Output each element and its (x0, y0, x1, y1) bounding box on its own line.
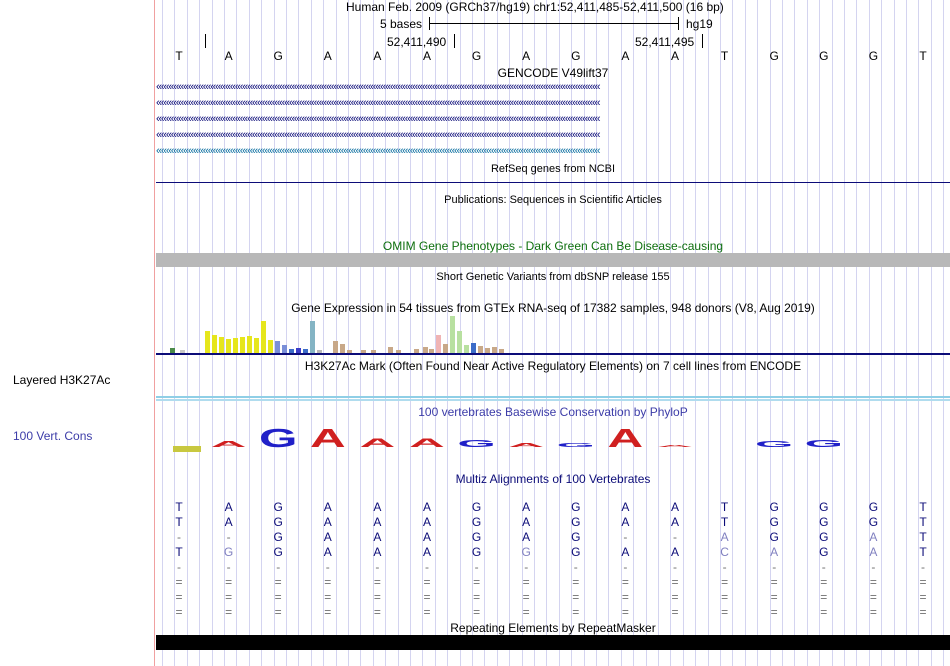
alignment-base: - (177, 560, 181, 574)
alignment-base: - (623, 560, 628, 574)
gtex-tissue-bar[interactable] (212, 335, 217, 353)
alignment-base: = (175, 590, 183, 604)
alignment-base: - (772, 560, 777, 574)
h3k27ac-title[interactable]: H3K27Ac Mark (Often Found Near Active Regulatory Elements) on 7 cell lines from ENCODE (304, 359, 802, 373)
cons-logo-letter: A (359, 436, 396, 450)
alignment-base: = (721, 575, 729, 589)
gencode-transcript-intron[interactable]: ‹‹‹‹‹‹‹‹‹‹‹‹‹‹‹‹‹‹‹‹‹‹‹‹‹‹‹‹‹‹‹‹‹‹‹‹‹‹‹‹‹‹‹‹‹‹‹‹‹‹‹‹‹‹‹‹‹‹‹‹‹‹‹‹‹‹‹‹‹‹‹‹‹‹‹‹‹‹‹‹‹‹‹‹‹‹‹‹‹‹‹‹‹‹‹‹‹‹‹‹‹‹‹‹‹‹‹‹‹‹‹‹‹‹‹‹‹‹‹‹‹‹‹‹‹‹‹‹‹‹‹‹‹‹‹‹‹‹‹‹‹‹‹‹‹‹‹‹‹‹‹‹‹‹‹‹‹‹‹‹‹‹‹‹‹‹‹‹‹‹‹‹‹‹‹‹‹‹‹‹ (156, 129, 600, 141)
gtex-expression-chart[interactable] (156, 315, 950, 357)
alignment-base: = (770, 590, 778, 604)
alignment-base: - (673, 530, 677, 544)
base-letter: G (571, 49, 581, 63)
alignment-base: T (175, 545, 183, 559)
alignment-base: = (522, 605, 530, 619)
gtex-tissue-bar[interactable] (423, 347, 428, 353)
refseq-gene-line[interactable] (156, 182, 950, 183)
gencode-transcript-intron[interactable]: ‹‹‹‹‹‹‹‹‹‹‹‹‹‹‹‹‹‹‹‹‹‹‹‹‹‹‹‹‹‹‹‹‹‹‹‹‹‹‹‹‹‹‹‹‹‹‹‹‹‹‹‹‹‹‹‹‹‹‹‹‹‹‹‹‹‹‹‹‹‹‹‹‹‹‹‹‹‹‹‹‹‹‹‹‹‹‹‹‹‹‹‹‹‹‹‹‹‹‹‹‹‹‹‹‹‹‹‹‹‹‹‹‹‹‹‹‹‹‹‹‹‹‹‹‹‹‹‹‹‹‹‹‹‹‹‹‹‹‹‹‹‹‹‹‹‹‹‹‹‹‹‹‹‹‹‹‹‹‹‹‹‹‹‹‹‹‹‹‹‹‹‹‹‹‹‹‹‹‹‹ (156, 113, 600, 125)
alignment-base: A (373, 500, 382, 514)
base-letter: T (720, 49, 729, 63)
alignment-base: = (324, 590, 332, 604)
alignment-base: G (471, 500, 482, 514)
alignment-base: = (721, 590, 729, 604)
gtex-tissue-bar[interactable] (205, 331, 210, 353)
alignment-base: = (324, 605, 332, 619)
h3k27ac-signal-line-2[interactable] (156, 399, 950, 401)
alignment-base: T (720, 515, 729, 529)
h3k27ac-label[interactable]: Layered H3K27Ac (13, 373, 111, 387)
alignment-base: T (919, 545, 927, 559)
ruler-pos-2: 52,411,495 (635, 35, 695, 49)
alignment-base: A (373, 545, 382, 559)
alignment-base: A (522, 500, 531, 514)
gtex-tissue-bar[interactable] (436, 335, 441, 353)
alignment-base: = (820, 575, 828, 589)
scale-bases-text: 5 bases (380, 17, 423, 31)
alignment-base: - (673, 560, 677, 574)
cons-logo-letter: A (409, 436, 445, 450)
alignment-base: A (422, 515, 431, 529)
alignment-base: - (722, 560, 727, 574)
gtex-tissue-bar[interactable] (388, 347, 393, 353)
base-letter: G (471, 49, 482, 63)
base-letter: G (819, 49, 829, 63)
gtex-title[interactable]: Gene Expression in 54 tissues from GTEx RNA-seq of 17382 samples, 948 donors (V8, Aug 2019) (291, 301, 815, 315)
alignment-base: A (869, 545, 878, 559)
cons-logo-letter: G (457, 437, 496, 450)
gtex-tissue-bar[interactable] (310, 321, 315, 353)
cons-logo-letter: A (607, 423, 644, 453)
alignment-base: A (522, 515, 531, 529)
cons-logo-letter: A (309, 423, 346, 453)
alignment-base: A (323, 545, 332, 559)
alignment-base: = (820, 605, 828, 619)
alignment-base: G (273, 530, 283, 544)
alignment-base: G (819, 545, 829, 559)
alignment-base: A (422, 500, 431, 514)
gtex-tissue-bar[interactable] (219, 337, 224, 353)
cons-score-mark (173, 446, 201, 452)
alignment-base: = (274, 590, 282, 604)
gtex-tissue-bar[interactable] (464, 345, 469, 353)
alignment-base: G (273, 515, 283, 529)
alignment-base: G (769, 515, 779, 529)
cons-logo-letter: A (657, 444, 693, 448)
alignment-base: T (919, 500, 927, 514)
alignment-base: = (423, 575, 431, 589)
publications-title[interactable]: Publications: Sequences in Scientific Articles (444, 194, 662, 206)
alignment-base: - (623, 530, 628, 544)
alignment-base: A (323, 500, 332, 514)
alignment-base: A (621, 545, 630, 559)
gtex-tissue-bar[interactable] (347, 350, 352, 353)
alignment-base: T (919, 530, 927, 544)
alignment-base: - (821, 560, 826, 574)
gtex-tissue-bar[interactable] (414, 349, 419, 353)
alignment-base: = (274, 605, 282, 619)
omim-title[interactable]: OMIM Gene Phenotypes - Dark Green Can Be Disease-causing (382, 239, 724, 253)
cons-logo-letter: A (508, 442, 545, 449)
alignment-base: = (572, 605, 580, 619)
alignment-base: = (770, 605, 778, 619)
gtex-tissue-bar[interactable] (226, 339, 231, 353)
alignment-base: G (571, 545, 581, 559)
gtex-tissue-bar[interactable] (289, 349, 294, 353)
alignment-base: G (868, 515, 879, 529)
repeatmasker-title[interactable]: Repeating Elements by RepeatMasker (450, 621, 656, 635)
alignment-base: A (323, 530, 332, 544)
alignment-base: = (721, 605, 729, 619)
gtex-tissue-bar[interactable] (275, 341, 280, 353)
alignment-base: T (919, 515, 927, 529)
gtex-tissue-bar[interactable] (450, 316, 455, 353)
scale-bar-right-tick (678, 17, 679, 30)
alignment-base: A (373, 530, 382, 544)
alignment-base: G (819, 530, 829, 544)
alignment-base: = (671, 590, 679, 604)
alignment-base: = (869, 605, 877, 619)
base-letter: G (273, 49, 283, 63)
gtex-tissue-bar[interactable] (492, 347, 497, 353)
gtex-tissue-bar[interactable] (371, 350, 376, 353)
alignment-base: = (770, 575, 778, 589)
gtex-tissue-bar[interactable] (396, 350, 401, 353)
alignment-base: A (522, 530, 531, 544)
cons-title[interactable]: 100 vertebrates Basewise Conservation by PhyloP (418, 405, 688, 419)
multiz-title[interactable]: Multiz Alignments of 100 Vertebrates (455, 472, 651, 486)
ruler-tick (702, 34, 703, 48)
scale-assembly-text: hg19 (686, 17, 713, 31)
gtex-tissue-bar[interactable] (247, 336, 252, 353)
base-letter: G (769, 49, 779, 63)
gencode-transcript-intron[interactable]: ‹‹‹‹‹‹‹‹‹‹‹‹‹‹‹‹‹‹‹‹‹‹‹‹‹‹‹‹‹‹‹‹‹‹‹‹‹‹‹‹‹‹‹‹‹‹‹‹‹‹‹‹‹‹‹‹‹‹‹‹‹‹‹‹‹‹‹‹‹‹‹‹‹‹‹‹‹‹‹‹‹‹‹‹‹‹‹‹‹‹‹‹‹‹‹‹‹‹‹‹‹‹‹‹‹‹‹‹‹‹‹‹‹‹‹‹‹‹‹‹‹‹‹‹‹‹‹‹‹‹‹‹‹‹‹‹‹‹‹‹‹‹‹‹‹‹‹‹‹‹‹‹‹‹‹‹‹‹‹‹‹‹‹‹‹‹‹‹‹‹‹‹‹‹‹‹‹‹‹‹ (156, 81, 600, 93)
base-letter: A (522, 49, 531, 63)
gtex-baseline (156, 353, 950, 355)
alignment-base: = (225, 590, 233, 604)
alignment-base: - (276, 560, 281, 574)
gtex-tissue-bar[interactable] (361, 350, 366, 353)
gencode-transcript-intron[interactable]: ‹‹‹‹‹‹‹‹‹‹‹‹‹‹‹‹‹‹‹‹‹‹‹‹‹‹‹‹‹‹‹‹‹‹‹‹‹‹‹‹‹‹‹‹‹‹‹‹‹‹‹‹‹‹‹‹‹‹‹‹‹‹‹‹‹‹‹‹‹‹‹‹‹‹‹‹‹‹‹‹‹‹‹‹‹‹‹‹‹‹‹‹‹‹‹‹‹‹‹‹‹‹‹‹‹‹‹‹‹‹‹‹‹‹‹‹‹‹‹‹‹‹‹‹‹‹‹‹‹‹‹‹‹‹‹‹‹‹‹‹‹‹‹‹‹‹‹‹‹‹‹‹‹‹‹‹‹‹‹‹‹‹‹‹‹‹‹‹‹‹‹‹‹‹‹‹‹‹‹‹ (156, 145, 600, 157)
alignment-base: = (869, 590, 877, 604)
alignment-base: = (621, 605, 629, 619)
alignment-base: G (769, 500, 779, 514)
alignment-base: A (720, 530, 729, 544)
alignment-base: A (670, 500, 679, 514)
alignment-base: = (473, 590, 481, 604)
alignment-base: = (225, 605, 233, 619)
base-letter: A (323, 49, 332, 63)
alignment-base: G (471, 545, 482, 559)
alignment-base: A (770, 545, 779, 559)
gtex-tissue-bar[interactable] (268, 340, 273, 353)
repeatmasker-element[interactable] (156, 635, 950, 650)
gtex-tissue-bar[interactable] (333, 341, 338, 353)
alignment-base: - (177, 530, 181, 544)
scale-bar-left-tick (429, 17, 430, 30)
gtex-tissue-bar[interactable] (240, 337, 245, 353)
h3k27ac-signal-line[interactable] (156, 396, 950, 398)
gtex-tissue-bar[interactable] (282, 345, 287, 353)
gtex-tissue-bar[interactable] (485, 348, 490, 353)
base-letter: T (175, 49, 183, 63)
alignment-base: G (571, 500, 581, 514)
base-letter: A (621, 49, 630, 63)
gtex-tissue-bar[interactable] (303, 349, 308, 353)
alignment-base: - (425, 560, 429, 574)
alignment-base: T (720, 500, 729, 514)
gtex-tissue-bar[interactable] (478, 346, 483, 353)
alignment-base: = (572, 575, 580, 589)
gtex-tissue-bar[interactable] (340, 344, 345, 353)
alignment-base: = (820, 590, 828, 604)
alignment-base: T (175, 515, 183, 529)
gtex-tissue-bar[interactable] (180, 350, 185, 353)
alignment-base: - (871, 560, 876, 574)
cons-logo-letter: G (556, 442, 596, 449)
gtex-tissue-bar[interactable] (296, 348, 301, 353)
base-letter: G (868, 49, 879, 63)
alignment-base: G (223, 545, 234, 559)
alignment-base: = (572, 590, 580, 604)
alignment-base: G (273, 500, 283, 514)
gtex-tissue-bar[interactable] (317, 350, 322, 353)
base-letter: A (373, 49, 382, 63)
gtex-tissue-bar[interactable] (261, 321, 266, 353)
base-letter: A (422, 49, 431, 63)
base-letter: T (919, 49, 927, 63)
alignment-base: = (919, 605, 927, 619)
gtex-tissue-bar[interactable] (233, 338, 238, 353)
alignment-base: = (473, 605, 481, 619)
alignment-base: = (522, 575, 530, 589)
alignment-base: = (373, 605, 381, 619)
conservation-logo[interactable] (156, 420, 950, 468)
alignment-base: A (323, 515, 332, 529)
assembly-position-text: Human Feb. 2009 (GRCh37/hg19) chr1:52,411,485-52,411,500 (16 bp) (346, 0, 724, 14)
ruler-tick (454, 34, 455, 48)
alignment-base: G (819, 500, 829, 514)
alignment-base: A (224, 500, 233, 514)
gtex-tissue-bar[interactable] (499, 349, 504, 353)
alignment-base: G (273, 545, 283, 559)
alignment-base: = (423, 605, 431, 619)
omim-gene-bar[interactable] (156, 253, 950, 267)
alignment-base: - (474, 560, 479, 574)
gtex-tissue-bar[interactable] (170, 348, 175, 353)
alignment-base: G (868, 500, 879, 514)
gtex-tissue-bar[interactable] (471, 343, 476, 353)
alignment-base: G (571, 530, 581, 544)
gtex-tissue-bar[interactable] (429, 349, 434, 353)
alignment-base: = (473, 575, 481, 589)
alignment-base: G (471, 515, 482, 529)
alignment-base: - (921, 560, 925, 574)
alignment-base: = (621, 590, 629, 604)
base-letter: A (670, 49, 679, 63)
alignment-base: G (819, 515, 829, 529)
alignment-base: A (422, 545, 431, 559)
alignment-base: = (175, 605, 183, 619)
alignment-base: = (671, 605, 679, 619)
alignment-base: - (325, 560, 330, 574)
ruler-tick (205, 34, 206, 48)
alignment-base: G (471, 530, 482, 544)
alignment-base: = (621, 575, 629, 589)
refseq-title[interactable]: RefSeq genes from NCBI (490, 163, 616, 175)
alignment-base: A (670, 545, 679, 559)
alignment-base: - (573, 560, 578, 574)
alignment-base: = (423, 590, 431, 604)
cons-logo-letter: A (210, 440, 247, 449)
alignment-base: T (175, 500, 183, 514)
alignment-base: = (522, 590, 530, 604)
alignment-base: A (670, 515, 679, 529)
cons-logo-letter: G (258, 423, 298, 453)
cons-label[interactable]: 100 Vert. Cons (13, 429, 93, 443)
scale-bar (429, 23, 679, 24)
alignment-base: A (422, 530, 431, 544)
ruler-pos-1: 52,411,490 (387, 35, 447, 49)
alignment-base: C (720, 545, 729, 559)
alignment-base: = (175, 575, 183, 589)
alignment-base: = (274, 575, 282, 589)
track-label-column (0, 0, 155, 666)
alignment-base: - (375, 560, 380, 574)
alignment-base: A (224, 515, 233, 529)
gencode-title[interactable]: GENCODE V49lift37 (497, 66, 609, 80)
alignment-base: G (769, 530, 779, 544)
alignment-base: - (524, 560, 529, 574)
alignment-base: - (226, 530, 231, 544)
alignment-base: A (869, 530, 878, 544)
alignment-base: = (324, 575, 332, 589)
alignment-base: A (621, 515, 630, 529)
cons-logo-letter: G (804, 437, 844, 450)
alignment-base: = (671, 575, 679, 589)
alignment-base: G (571, 515, 581, 529)
alignment-base: = (373, 590, 381, 604)
base-letter: A (224, 49, 233, 63)
gtex-tissue-bar[interactable] (457, 331, 462, 353)
alignment-base: - (226, 560, 231, 574)
alignment-base: = (373, 575, 381, 589)
gtex-tissue-bar[interactable] (443, 344, 448, 353)
alignment-base: = (225, 575, 233, 589)
dbsnp-title[interactable]: Short Genetic Variants from dbSNP release 155 (436, 271, 670, 283)
alignment-base: A (373, 515, 382, 529)
alignment-base: = (919, 575, 927, 589)
gtex-tissue-bar[interactable] (254, 338, 259, 353)
alignment-base: = (869, 575, 877, 589)
alignment-base: G (521, 545, 531, 559)
alignment-base: A (621, 500, 630, 514)
gencode-transcript-intron[interactable]: ‹‹‹‹‹‹‹‹‹‹‹‹‹‹‹‹‹‹‹‹‹‹‹‹‹‹‹‹‹‹‹‹‹‹‹‹‹‹‹‹‹‹‹‹‹‹‹‹‹‹‹‹‹‹‹‹‹‹‹‹‹‹‹‹‹‹‹‹‹‹‹‹‹‹‹‹‹‹‹‹‹‹‹‹‹‹‹‹‹‹‹‹‹‹‹‹‹‹‹‹‹‹‹‹‹‹‹‹‹‹‹‹‹‹‹‹‹‹‹‹‹‹‹‹‹‹‹‹‹‹‹‹‹‹‹‹‹‹‹‹‹‹‹‹‹‹‹‹‹‹‹‹‹‹‹‹‹‹‹‹‹‹‹‹‹‹‹‹‹‹‹‹‹‹‹‹‹‹‹‹ (156, 97, 600, 109)
cons-logo-letter: G (754, 440, 794, 449)
alignment-base: = (919, 590, 927, 604)
